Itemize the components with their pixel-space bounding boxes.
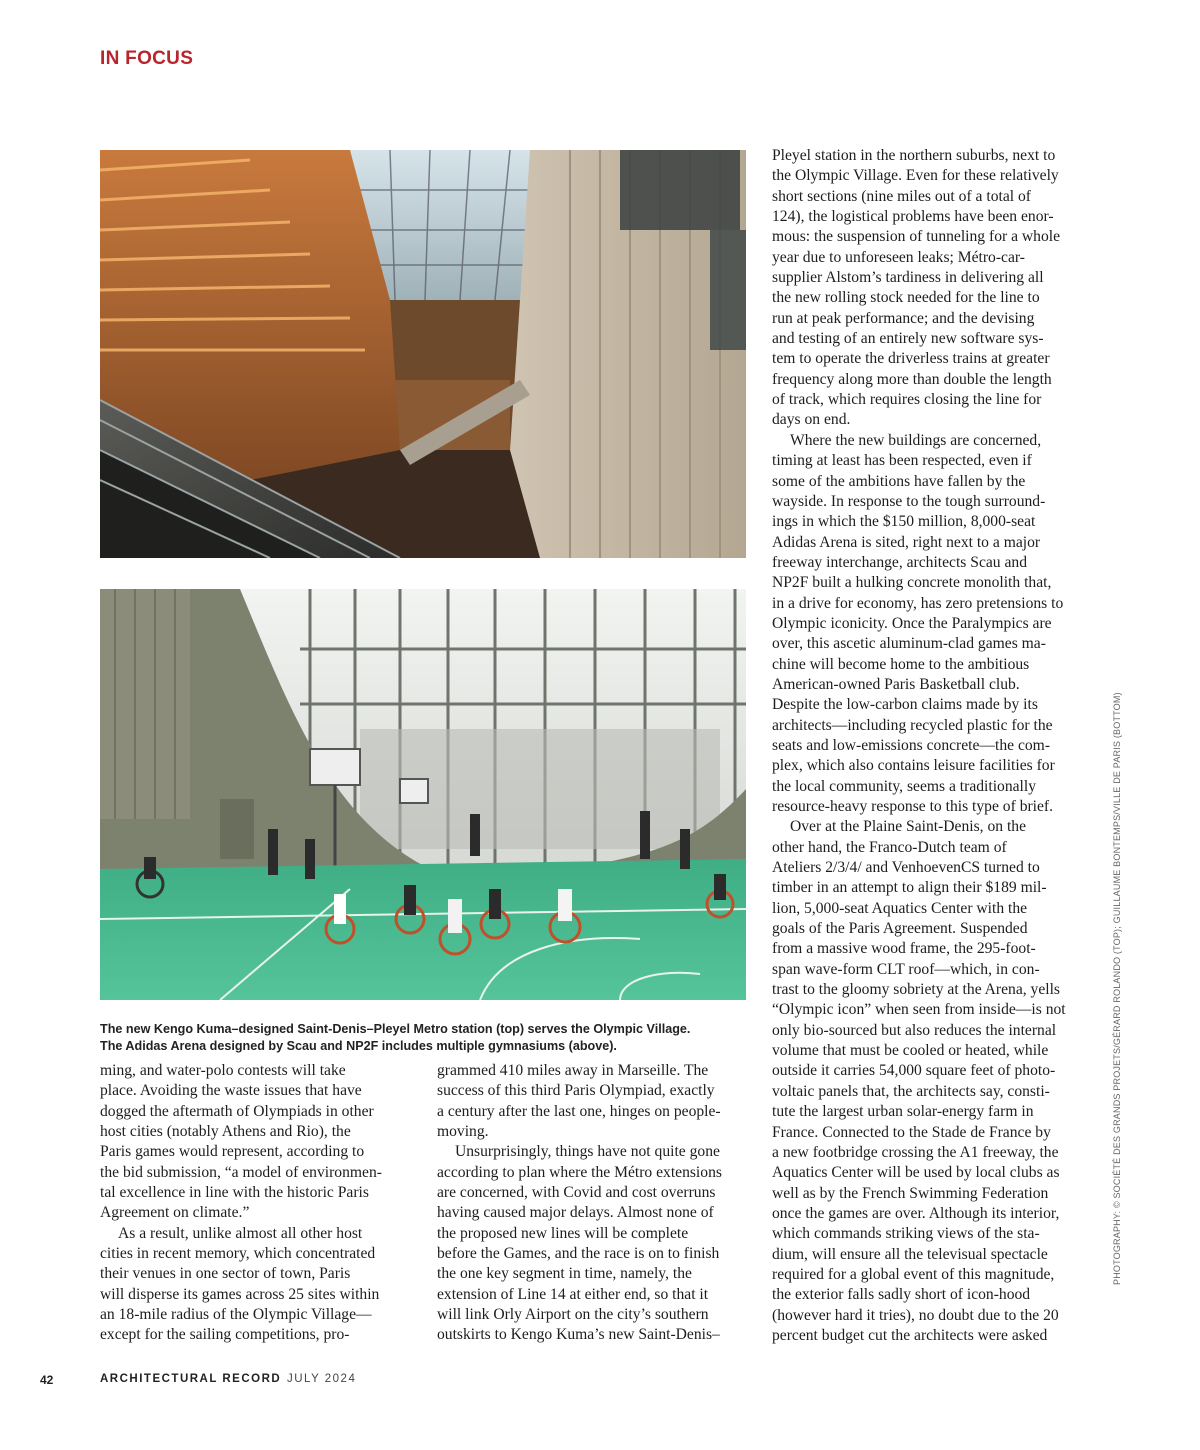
text-line: before the Games, and the race is on to finish bbox=[437, 1245, 720, 1263]
text-line: other hand, the Franco-Dutch team of bbox=[772, 838, 1007, 856]
arena-gymnasium-photo bbox=[100, 589, 746, 1000]
text-line: success of this third Paris Olympiad, exactly bbox=[437, 1082, 715, 1100]
text-line: are concerned, with Covid and cost overruns bbox=[437, 1184, 716, 1202]
text-line: required for a global event of this magnitude, bbox=[772, 1265, 1055, 1283]
article-column-left bbox=[100, 1061, 420, 1346]
photo-caption bbox=[100, 1021, 760, 1055]
text-line: NP2F built a hulking concrete monolith that, bbox=[772, 574, 1052, 592]
text-line: over, this ascetic aluminum-clad games ma- bbox=[772, 635, 1046, 653]
text-line: (however hard it tries), no doubt due to the 20 bbox=[772, 1306, 1059, 1324]
text-line: the exterior falls sadly short of icon-hood bbox=[772, 1286, 1031, 1304]
text-line: an 18-mile radius of the Olympic Village— bbox=[100, 1306, 372, 1324]
text-line: in a drive for economy, has zero pretensions to bbox=[772, 594, 1064, 612]
text-line: run at peak performance; and the devising bbox=[772, 309, 1035, 327]
text-line: days on end. bbox=[772, 411, 851, 429]
text-line: the one key segment in time, namely, the bbox=[437, 1265, 692, 1283]
text-line: the new rolling stock needed for the line to bbox=[772, 289, 1040, 307]
text-line: mous: the suspension of tunneling for a whole bbox=[772, 228, 1061, 246]
text-line: voltaic panels that, the architects say, consti- bbox=[772, 1082, 1050, 1100]
text-line: which commands striking views of the sta- bbox=[772, 1225, 1040, 1243]
text-line: ming, and water-polo contests will take bbox=[100, 1062, 346, 1079]
text-line: the bid submission, “a model of environmen- bbox=[100, 1163, 382, 1181]
text-line: once the games are over. Although its interior, bbox=[772, 1204, 1060, 1222]
text-line: France. Connected to the Stade de France by bbox=[772, 1123, 1051, 1141]
caption-line: The Adidas Arena designed by Scau and NP2F includes multiple gymnasiums (above). bbox=[100, 1039, 617, 1053]
text-line: “Olympic icon” when seen from inside—is not bbox=[772, 1001, 1066, 1019]
text-line: the local community, seems a traditionally bbox=[772, 777, 1037, 795]
section-label: IN FOCUS bbox=[100, 48, 194, 69]
text-line: trast to the gloomy sobriety at the Arena, yells bbox=[772, 981, 1060, 999]
text-line: of track, which requires closing the line for bbox=[772, 391, 1042, 409]
text-line: Pleyel station in the northern suburbs, next to bbox=[772, 147, 1056, 164]
text-line: and testing of an entirely new software sys- bbox=[772, 330, 1044, 348]
text-line: tem to operate the driverless trains at greater bbox=[772, 350, 1050, 368]
text-line: well as by the French Swimming Federation bbox=[772, 1184, 1049, 1202]
text-line: Unsurprisingly, things have not quite gone bbox=[455, 1143, 720, 1161]
text-line: their venues in one sector of town, Paris bbox=[100, 1265, 351, 1283]
text-line: Paris games would represent, according to bbox=[100, 1143, 365, 1161]
text-line: seats and low-emissions concrete—the com- bbox=[772, 736, 1051, 754]
text-line: having caused major delays. Almost none of bbox=[437, 1204, 714, 1222]
text-line: volume that must be cooled or heated, while bbox=[772, 1042, 1049, 1060]
page-number: 42 bbox=[40, 1373, 54, 1387]
metro-station-photo bbox=[100, 150, 746, 558]
text-line: short sections (nine miles out of a total of bbox=[772, 187, 1031, 205]
text-line: the proposed new lines will be complete bbox=[437, 1224, 689, 1242]
text-line: Ateliers 2/3/4/ and VenhoevenCS turned to bbox=[772, 859, 1040, 877]
text-line: architects—including recycled plastic for the bbox=[772, 716, 1053, 734]
text-line: Agreement on climate.” bbox=[100, 1204, 250, 1222]
text-line: place. Avoiding the waste issues that have bbox=[100, 1082, 362, 1100]
text-line: extension of Line 14 at either end, so that it bbox=[437, 1285, 709, 1303]
text-line: 124), the logistical problems have been enor- bbox=[772, 208, 1054, 226]
text-line: only bio-sourced but also reduces the internal bbox=[772, 1021, 1057, 1039]
text-line: Despite the low-carbon claims made by its bbox=[772, 696, 1038, 714]
text-line: a century after the last one, hinges on people- bbox=[437, 1102, 721, 1120]
text-line: outside it carries 54,000 square feet of photo- bbox=[772, 1062, 1056, 1080]
text-line: moving. bbox=[437, 1123, 489, 1141]
text-line: year due to unforeseen leaks; Métro-car- bbox=[772, 248, 1025, 266]
text-line: cities in recent memory, which concentrated bbox=[100, 1245, 376, 1263]
magazine-name: ARCHITECTURAL RECORD bbox=[100, 1373, 282, 1385]
text-line: resource-heavy response to this type of brief. bbox=[772, 798, 1054, 815]
text-line: dium, will ensure all the televisual spectacle bbox=[772, 1245, 1048, 1263]
text-line: wayside. In response to the tough surround- bbox=[772, 492, 1046, 510]
text-line: ings in which the $150 million, 8,000-seat bbox=[772, 513, 1036, 531]
issue-date: JULY 2024 bbox=[287, 1373, 357, 1385]
text-line: plex, which also contains leisure facilities for bbox=[772, 757, 1055, 775]
text-line: timing at least has been respected, even if bbox=[772, 452, 1032, 470]
photo-credit: PHOTOGRAPHY: © SOCIÉTÉ DES GRANDS PROJETS/GÉRARD ROLANDO (TOP); GUILLAUME BONTEMPS/VILLE DE PARIS (BOTTOM) bbox=[1112, 692, 1122, 1285]
text-line: Over at the Plaine Saint-Denis, on the bbox=[790, 818, 1027, 836]
caption-line: The new Kengo Kuma–designed Saint-Denis–Pleyel Metro station (top) serves the Olympic Village. bbox=[100, 1022, 691, 1036]
text-line: the Olympic Village. Even for these relatively bbox=[772, 167, 1059, 185]
text-line: chine will become home to the ambitious bbox=[772, 655, 1030, 673]
text-line: from a massive wood frame, the 295-foot- bbox=[772, 940, 1036, 958]
text-line: lion, 5,000-seat Aquatics Center with the bbox=[772, 899, 1028, 917]
text-line: goals of the Paris Agreement. Suspended bbox=[772, 920, 1028, 938]
article-column-middle bbox=[437, 1061, 757, 1346]
text-line: percent budget cut the architects were asked bbox=[772, 1326, 1048, 1344]
text-line: frequency along more than double the length bbox=[772, 370, 1052, 388]
text-line: Adidas Arena is sited, right next to a major bbox=[772, 533, 1041, 551]
text-line: a new footbridge crossing the A1 freeway, the bbox=[772, 1143, 1059, 1161]
text-line: some of the ambitions have fallen by the bbox=[772, 472, 1026, 490]
text-line: Where the new buildings are concerned, bbox=[790, 431, 1042, 449]
text-line: except for the sailing competitions, pro- bbox=[100, 1326, 350, 1344]
text-line: outskirts to Kengo Kuma’s new Saint-Denis– bbox=[437, 1326, 720, 1344]
text-line: As a result, unlike almost all other host bbox=[118, 1224, 363, 1242]
text-line: grammed 410 miles away in Marseille. The bbox=[437, 1062, 709, 1079]
text-line: will disperse its games across 25 sites within bbox=[100, 1285, 380, 1303]
text-line: tute the largest urban solar-energy farm in bbox=[772, 1103, 1034, 1121]
text-line: span wave-form CLT roof—which, in con- bbox=[772, 960, 1040, 978]
text-line: tal excellence in line with the historic Paris bbox=[100, 1184, 369, 1202]
text-line: dogged the aftermath of Olympiads in other bbox=[100, 1102, 374, 1120]
text-line: Aquatics Center will be used by local clubs as bbox=[772, 1164, 1060, 1182]
text-line: American-owned Paris Basketball club. bbox=[772, 675, 1020, 693]
text-line: will link Orly Airport on the city’s southern bbox=[437, 1306, 709, 1324]
article-column-right bbox=[772, 146, 1092, 1346]
text-line: according to plan where the Métro extensions bbox=[437, 1163, 722, 1181]
text-line: timber in an attempt to align their $189 mil- bbox=[772, 879, 1047, 897]
text-line: supplier Alstom’s tardiness in delivering all bbox=[772, 269, 1044, 287]
text-line: host cities (notably Athens and Rio), the bbox=[100, 1123, 351, 1141]
text-line: Olympic iconicity. Once the Paralympics are bbox=[772, 614, 1052, 632]
text-line: freeway interchange, architects Scau and bbox=[772, 553, 1027, 571]
